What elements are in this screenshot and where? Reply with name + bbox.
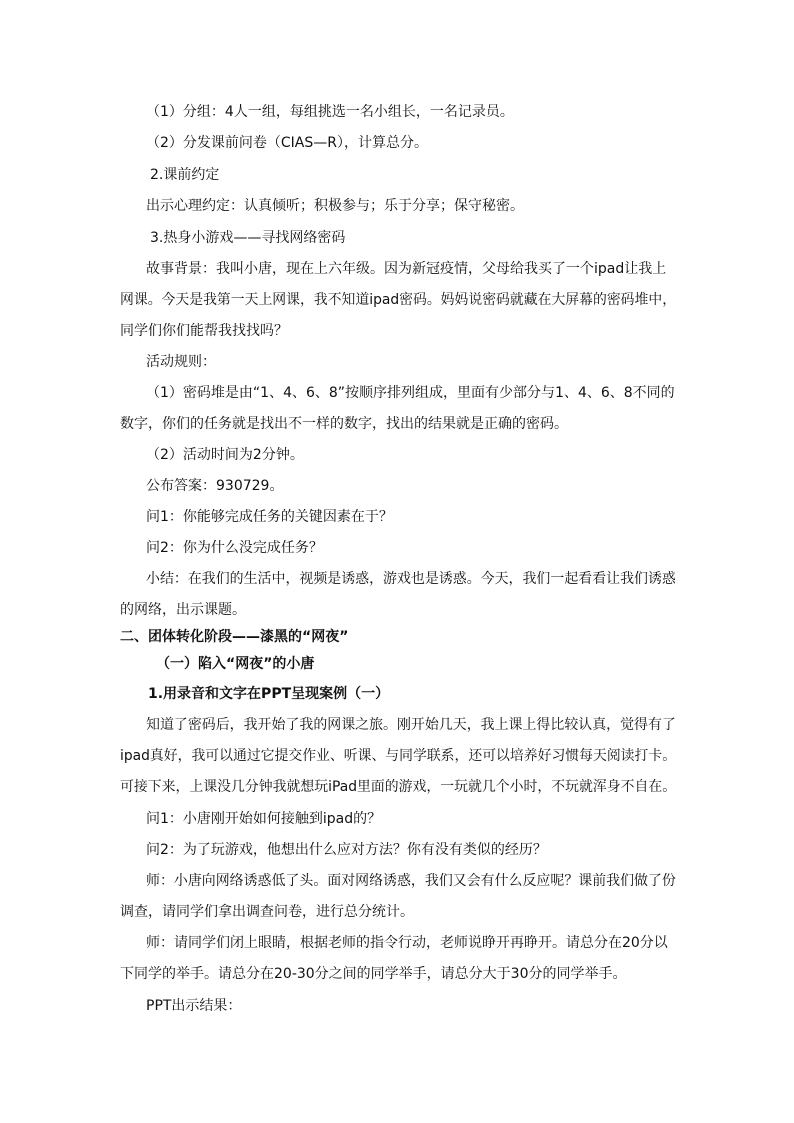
paragraph-line: 师：请同学们闭上眼睛，根据老师的指令行动，老师说睁开再睁开。请总分在20分以 [146, 935, 668, 951]
paragraph-line: 知道了密码后，我开始了我的网课之旅。刚开始几天，我上课上得比较认真，觉得有了 [146, 717, 676, 733]
paragraph-line: 小结：在我们的生活中，视频是诱惑，游戏也是诱惑。今天，我们一起看看让我们诱惑 [146, 571, 676, 587]
paragraph-line: 公布答案：930729。 [146, 478, 284, 494]
paragraph-line: 活动规则： [146, 354, 216, 370]
paragraph-line: （1）密码堆是由“1、4、6、8”按顺序排列组成，里面有少部分与1、4、6、8不同的 [146, 385, 675, 401]
paragraph-line: 2.课前约定 [150, 167, 220, 183]
paragraph-line: 同学们你们能帮我找找吗？ [120, 323, 288, 339]
paragraph-line: 问1：你能够完成任务的关键因素在于？ [146, 509, 393, 525]
section-heading: （一）陷入“网夜”的小唐 [156, 656, 315, 672]
paragraph-line: PPT出示结果： [146, 998, 242, 1014]
paragraph-line: 可接下来，上课没几分钟我就想玩iPad里面的游戏，一玩就几个小时，不玩就浑身不自在。 [120, 779, 677, 795]
paragraph-line: 问1：小唐刚开始如何接触到ipad的？ [146, 811, 382, 827]
paragraph-line: 调查，请同学们拿出调查问卷，进行总分统计。 [120, 904, 414, 920]
paragraph-line: 的网络，出示课题。 [120, 602, 246, 618]
paragraph-line: 出示心理约定：认真倾听；积极参与；乐于分享；保守秘密。 [146, 198, 524, 214]
paragraph-line: ipad真好，我可以通过它提交作业、听课、与同学联系，还可以培养好习惯每天阅读打卡。 [120, 748, 677, 764]
section-heading: 1.用录音和文字在PPT呈现案例（一） [148, 686, 390, 702]
paragraph-line: 下同学的举手。请总分在20-30分之间的同学举手，请总分大于30分的同学举手。 [120, 966, 627, 982]
paragraph-line: 数字，你们的任务就是找出不一样的数字，找出的结果就是正确的密码。 [120, 416, 568, 432]
paragraph-line: 问2：为了玩游戏，他想出什么应对方法？你有没有类似的经历？ [146, 842, 547, 858]
paragraph-line: 师：小唐向网络诱惑低了头。面对网络诱惑，我们又会有什么反应呢？课前我们做了份 [146, 873, 676, 889]
paragraph-line: 网课。今天是我第一天上网课，我不知道ipad密码。妈妈说密码就藏在大屏幕的密码堆中， [120, 292, 677, 308]
paragraph-line: 3.热身小游戏——寻找网络密码 [150, 230, 346, 246]
section-heading: 二、团体转化阶段——漆黑的“网夜” [120, 629, 349, 645]
paragraph-line: 故事背景：我叫小唐，现在上六年级。因为新冠疫情，父母给我买了一个ipad让我上 [146, 261, 667, 277]
paragraph-line: （2）活动时间为2分钟。 [146, 447, 304, 463]
paragraph-line: （1）分组：4人一组，每组挑选一名小组长，一名记录员。 [146, 104, 514, 120]
paragraph-line: 问2：你为什么没完成任务？ [146, 540, 323, 556]
paragraph-line: （2）分发课前问卷（CIAS—R），计算总分。 [146, 135, 429, 151]
